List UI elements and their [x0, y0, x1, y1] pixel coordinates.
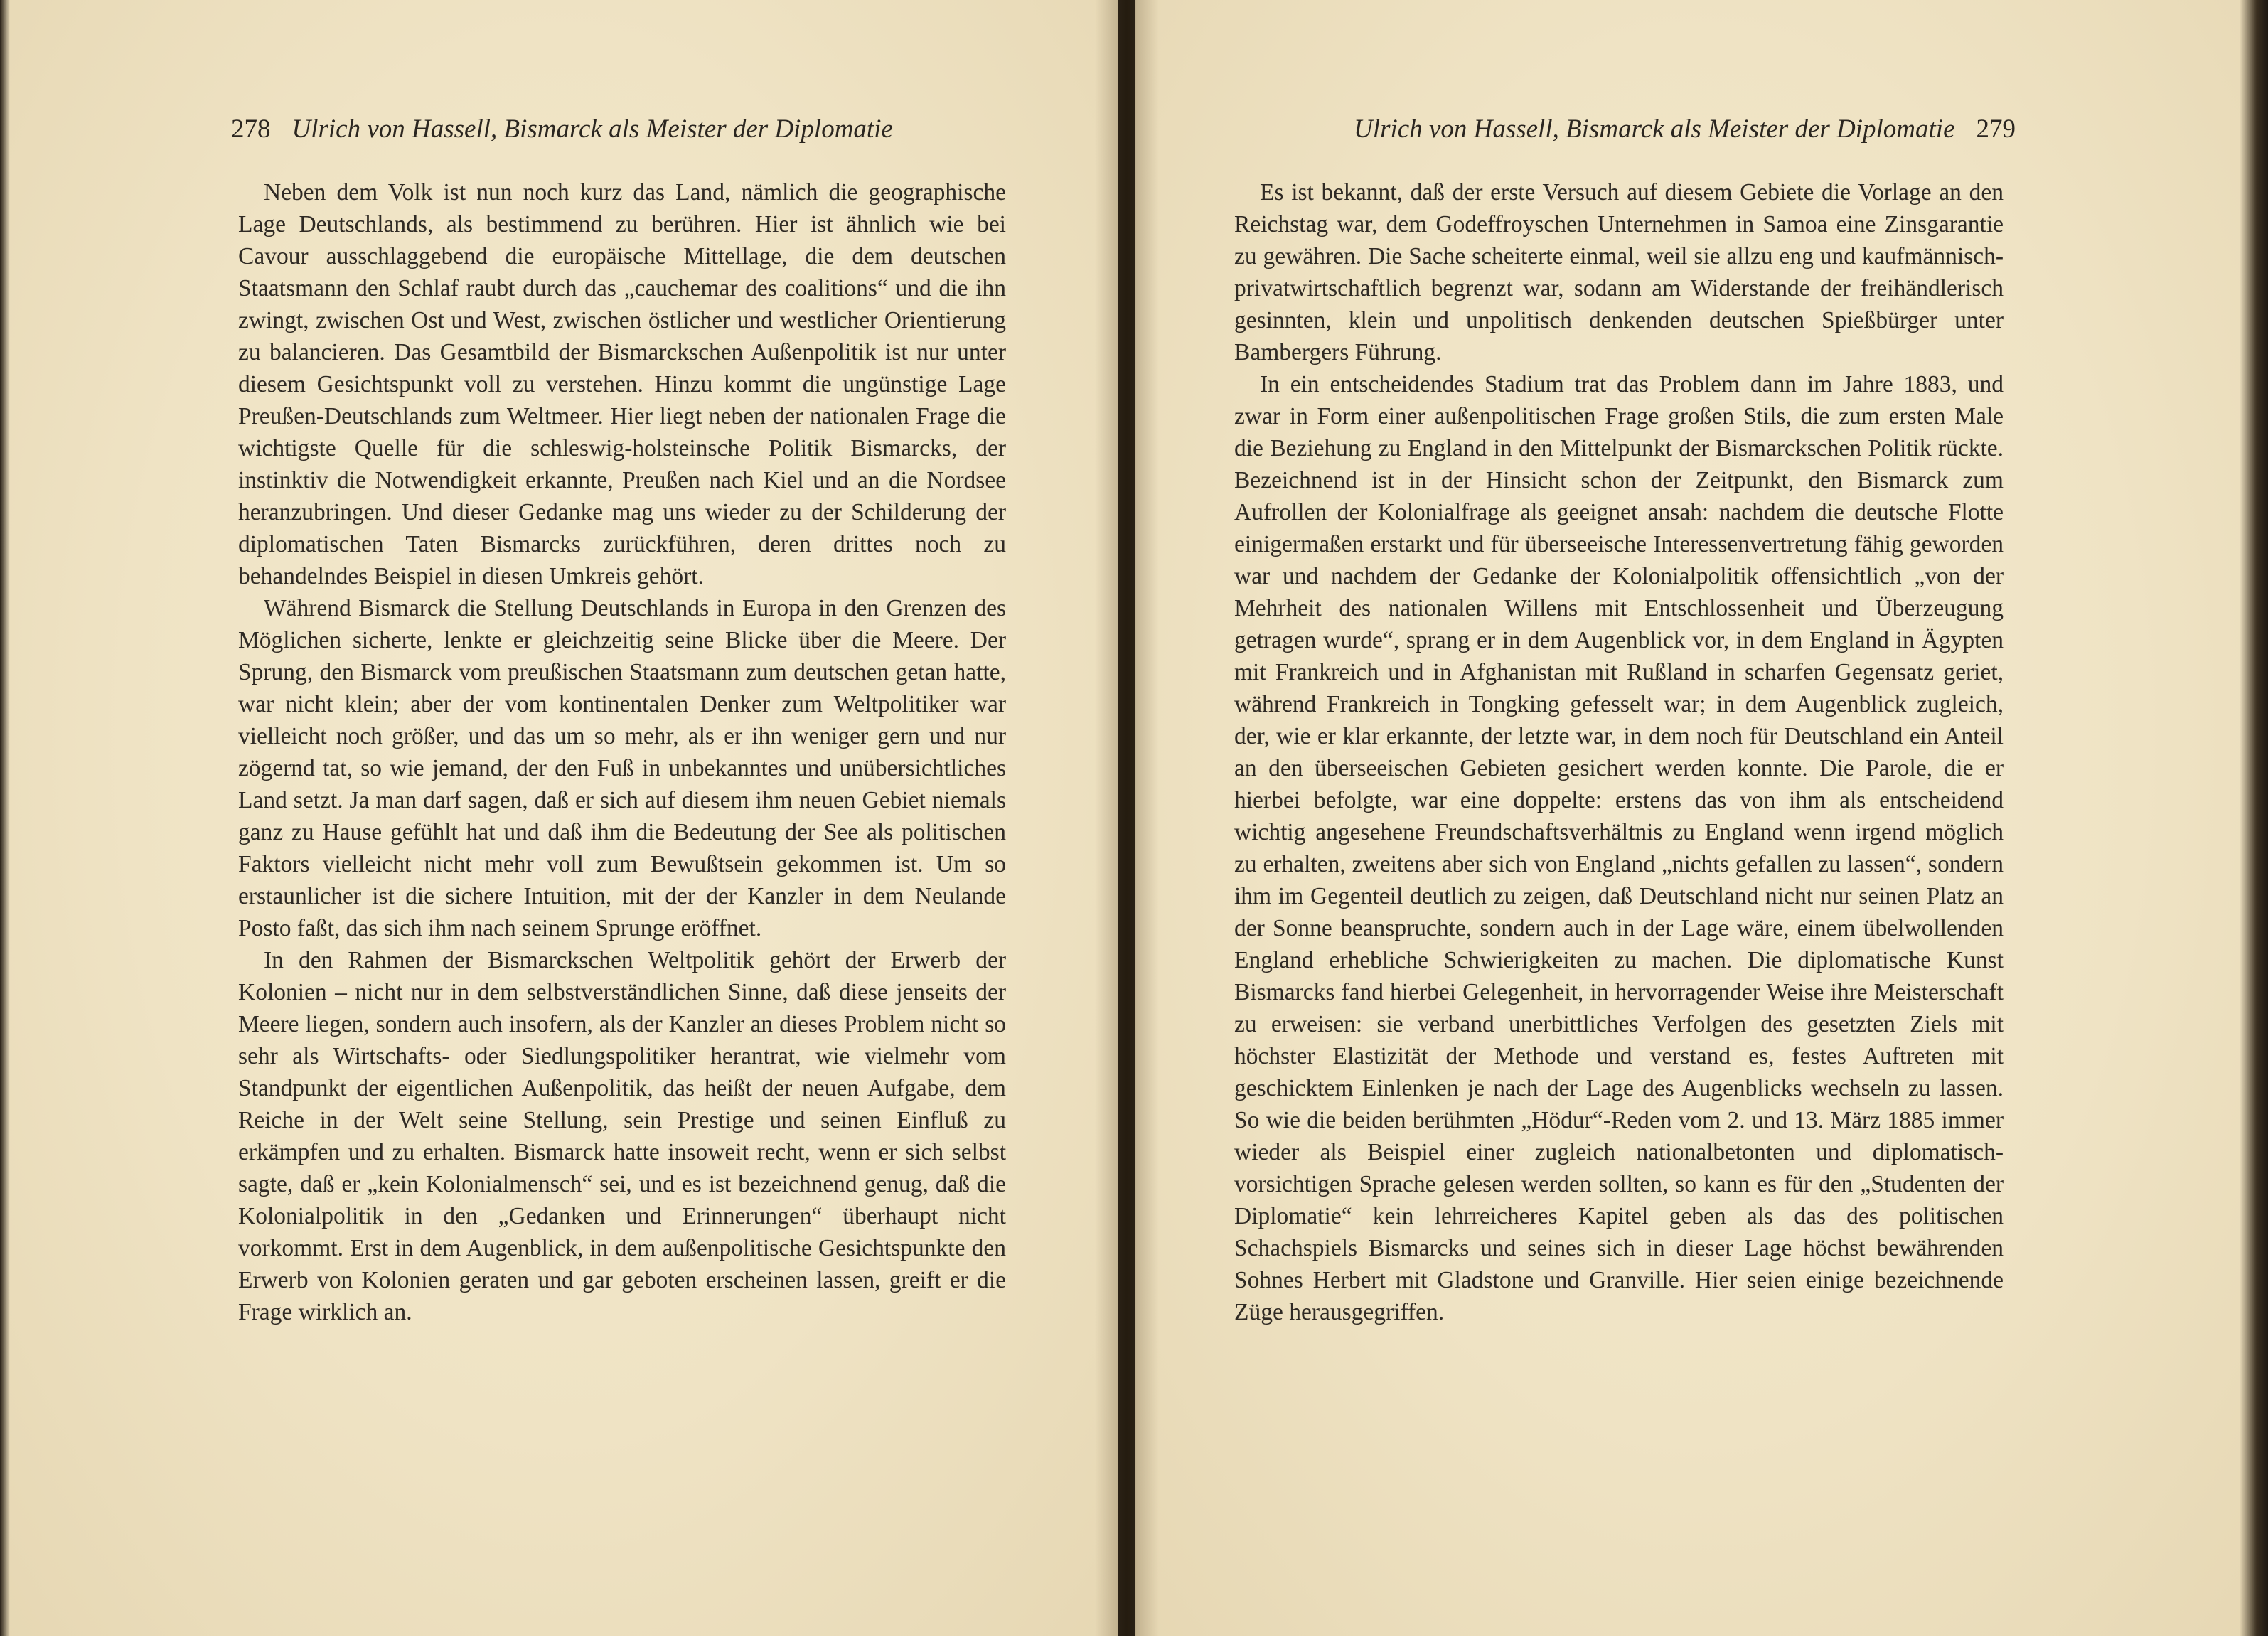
- right-running-head: Ulrich von Hassell, Bismarck als Meister der Diplomatie: [1354, 114, 1955, 144]
- left-page: [0, 0, 1118, 1636]
- left-page-body: [238, 176, 1006, 1328]
- right-page-number: 279: [1976, 114, 2016, 144]
- left-paragraph-2: Während Bismarck die Stellung Deutschlands in Europa in den Grenzen des Möglichen sicherte, lenkte er gleichzeitig seine Blicke über die Meere. Der Sprung, den Bismarck vom preußischen Staatsmann zum deutschen getan hatte, war nicht klein; aber der vom kontinentalen Denker zum Weltpolitiker war vielleicht noch größer, und das um so mehr, als er ihn weniger gern und nur zögernd tat, so wie jemand, der den Fuß in unbekanntes und unübersichtliches Land setzt. Ja man darf sagen, daß er sich auf diesem ihm neuen Gebiet niemals ganz zu Hause gefühlt hat und daß ihm die Bedeutung der See als politischen Faktors vielleicht nicht mehr voll zum Bewußtsein gekommen ist. Um so erstaunlicher ist die sichere Intuition, mit der der Kanzler in dem Neulande Posto faßt, das sich ihm nach seinem Sprunge eröffnet.: [238, 595, 1006, 941]
- left-page-number: 278: [231, 114, 271, 144]
- page-edge-shadow-right: [2240, 0, 2268, 1636]
- left-page-header: [231, 114, 893, 144]
- page-edge-shadow: [0, 0, 10, 1636]
- left-paragraph-1: Neben dem Volk ist nun noch kurz das Land, nämlich die geographische Lage Deutschlands, als bestimmend zu berühren. Hier ist ähnlich wie bei Cavour ausschlaggebend die europäische Mittellage, die dem deutschen Staatsmann den Schlaf raubt durch das „cauchemar des coalitions“ und die ihn zwingt, zwischen Ost und West, zwischen östlicher und westlicher Orientierung zu balancieren. Das Gesamtbild der Bismarckschen Außenpolitik ist nur unter diesem Gesichtspunkt voll zu verstehen. Hinzu kommt die ungünstige Lage Preußen-Deutschlands zum Weltmeer. Hier liegt neben der nationalen Frage die wichtigste Quelle für die schleswig-holsteinsche Politik Bismarcks, der instinktiv die Notwendigkeit erkannte, Preußen nach Kiel und an die Nordsee heranzubringen. Und dieser Gedanke mag uns wieder zu der Schilderung der diplomatischen Taten Bismarcks zurückführen, deren drittes noch zu behandelndes Beispiel in diesen Umkreis gehört.: [238, 179, 1006, 589]
- book-gutter: [1095, 0, 1159, 1636]
- right-page-header: [1354, 114, 2016, 144]
- right-page-body: [1234, 176, 2004, 1328]
- right-paragraph-2: In ein entscheidendes Stadium trat das Problem dann im Jahre 1883, und zwar in Form einer außenpolitischen Frage großen Stils, die zum ersten Male die Beziehung zu England in den Mittelpunkt der Bismarckschen Politik rückte. Bezeichnend ist in der Hinsicht schon der Zeitpunkt, den Bismarck zum Aufrollen der Kolonialfrage als geeignet ansah: nachdem die deutsche Flotte einigermaßen erstarkt und für überseeische Interessenvertretung fähig geworden war und nachdem der Gedanke der Kolonialpolitik offensichtlich „von der Mehrheit des nationalen Willens mit Entschlossenheit und Überzeugung getragen wurde“, sprang er in dem Augenblick vor, in dem England in Ägypten mit Frankreich und in Afghanistan mit Rußland in scharfen Gegensatz geriet, während Frankreich in Tongking gefesselt war; in dem Augenblick zugleich, der, wie er klar erkannte, der letzte war, in dem noch für Deutschland ein Anteil an den überseeischen Gebieten gesichert werden konnte. Die Parole, die er hierbei befolgte, war eine doppelte: erstens das von ihm als entscheidend wichtig angesehene Freundschaftsverhältnis zu England wenn irgend möglich zu erhalten, zweitens aber sich von England „nichts gefallen zu lassen“, sondern ihm im Gegenteil deutlich zu zeigen, daß Deutschland nicht nur seinen Platz an der Sonne beanspruchte, sondern auch in der Lage wäre, einem übelwollenden England erhebliche Schwierigkeiten zu machen. Die diplomatische Kunst Bismarcks fand hierbei Gelegenheit, in hervorragender Weise ihre Meisterschaft zu erweisen: sie verband unerbittliches Verfolgen des gesetzten Ziels mit höchster Elastizität der Methode und verstand es, festes Auftreten mit geschicktem Einlenken je nach der Lage des Augenblicks wechseln zu lassen. So wie die beiden berühmten „Hödur“-Reden vom 2. und 13. März 1885 immer wieder als Beispiel einer zugleich nationalbetonten und diplomatisch-vorsichtigen Sprache gelesen werden sollten, so kann es für den „Studenten der Diplomatie“ kein lehrreicheres Kapitel geben als das des politischen Schachspiels Bismarcks und seines sich in dieser Lage höchst bewährenden Sohnes Herbert mit Gladstone und Granville. Hier seien einige bezeichnende Züge herausgegriffen.: [1234, 371, 2004, 1325]
- left-running-head: Ulrich von Hassell, Bismarck als Meister der Diplomatie: [291, 114, 893, 144]
- right-paragraph-1: Es ist bekannt, daß der erste Versuch auf diesem Gebiete die Vorlage an den Reichstag war, dem Godeffroyschen Unternehmen in Samoa eine Zinsgarantie zu gewähren. Die Sache scheiterte einmal, weil sie allzu eng und kaufmännisch-privatwirtschaftlich begrenzt war, sodann am Widerstande der freihändlerisch gesinnten, klein und unpolitisch denkenden deutschen Spießbürger unter Bambergers Führung.: [1234, 179, 2004, 365]
- right-page: [1135, 0, 2268, 1636]
- left-paragraph-3: In den Rahmen der Bismarckschen Weltpolitik gehört der Erwerb der Kolonien – nicht nur in dem selbstverständlichen Sinne, daß diese jenseits der Meere liegen, sondern auch insofern, als der Kanzler an dieses Problem nicht so sehr als Wirtschafts- oder Siedlungspolitiker herantrat, wie vielmehr vom Standpunkt der eigentlichen Außenpolitik, das heißt der neuen Aufgabe, dem Reiche in der Welt seine Stellung, sein Prestige und seinen Einfluß zu erkämpfen und zu erhalten. Bismarck hatte insoweit recht, wenn er sich selbst sagte, daß er „kein Kolonialmensch“ sei, und es ist bezeichnend genug, daß die Kolonialpolitik in den „Gedanken und Erinnerungen“ überhaupt nicht vorkommt. Erst in dem Augenblick, in dem außenpolitische Gesichtspunkte den Erwerb von Kolonien geraten und gar geboten erscheinen lassen, greift er die Frage wirklich an.: [238, 947, 1006, 1325]
